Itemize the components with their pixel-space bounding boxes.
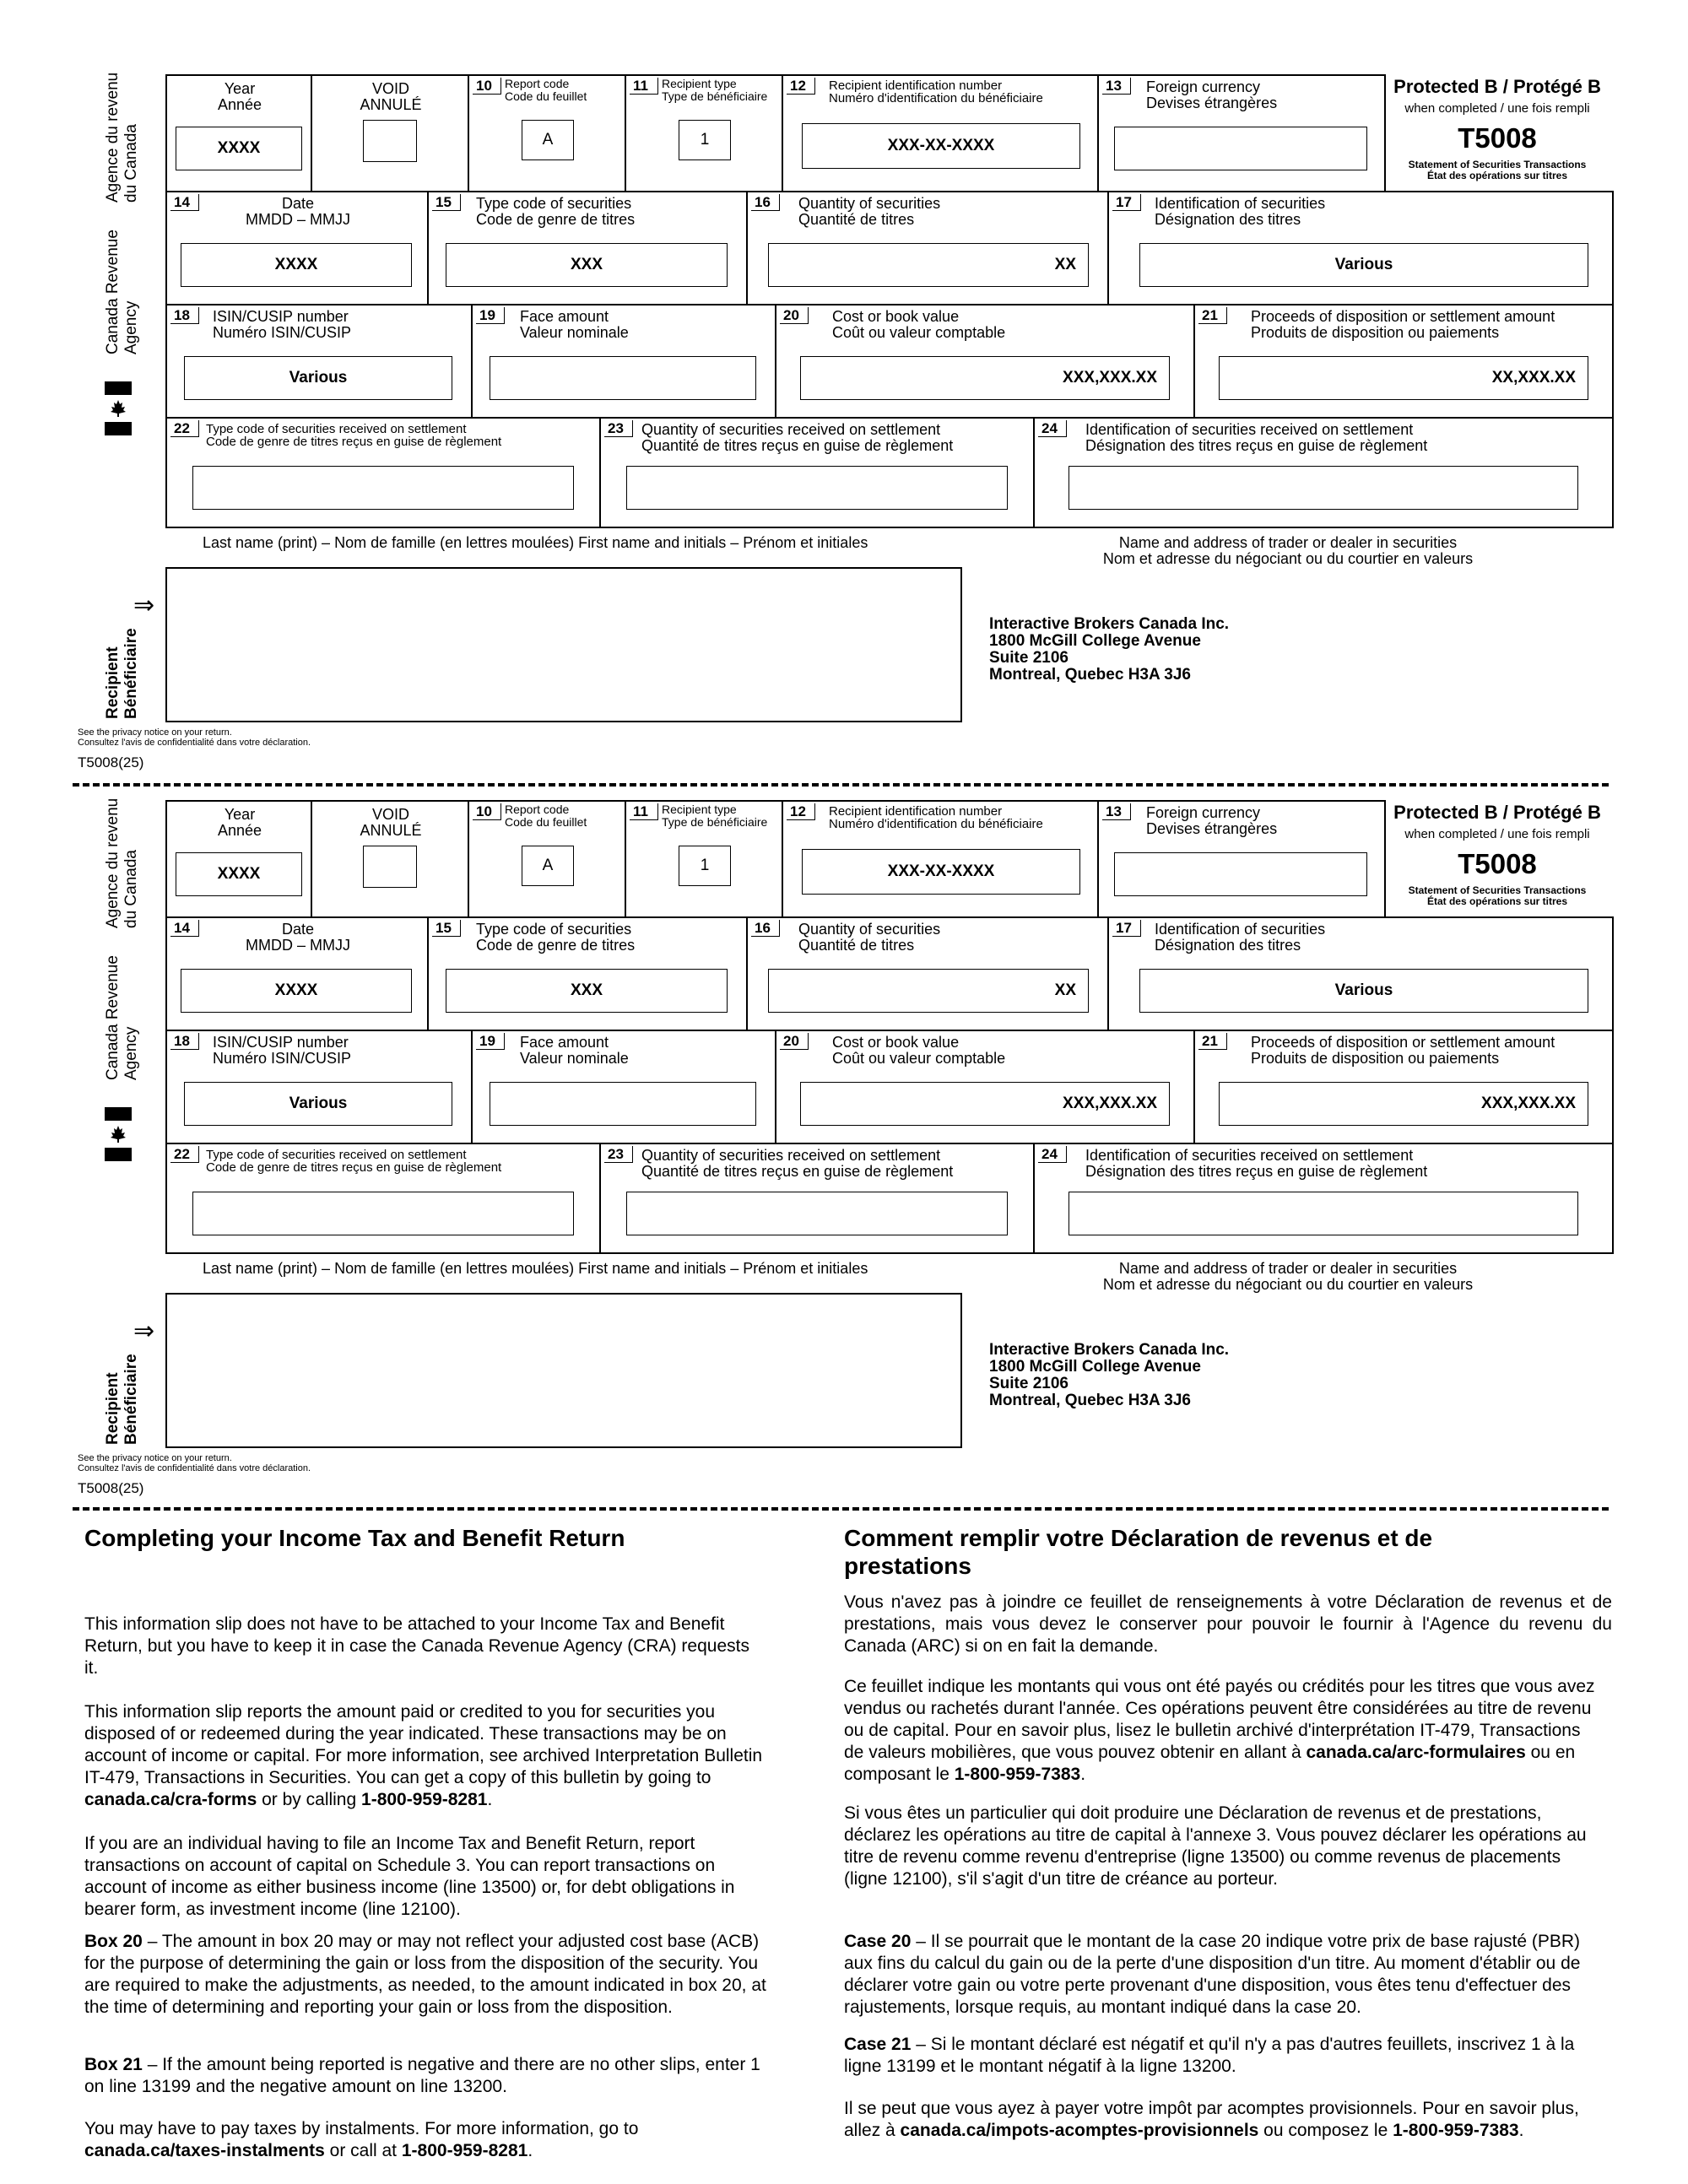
box-11-number: 11 <box>630 803 658 820</box>
recipient-name-address-field[interactable] <box>165 567 962 722</box>
row-3 <box>165 1030 1614 1144</box>
type-code-field[interactable]: XXX <box>446 969 728 1013</box>
box-22-number: 22 <box>170 420 199 437</box>
slip-header <box>1388 76 1607 181</box>
box-21-number: 21 <box>1198 1033 1227 1050</box>
box-17-cell <box>1109 918 1612 1030</box>
instructions-en-p2: This information slip reports the amount paid or credited to you for securities you disposed of or redeemed during the year indicated. These transactions may be on account of income or capital. For more information, see archived Interpretation Bulletin IT-479, Transactions in Securities. You can get a copy of this bulletin by going to canada.ca/cra-forms or by calling 1-800-959-8281. <box>84 1702 763 1809</box>
statement-title: Statement of Securities Transactions État des opérations sur titres <box>1408 159 1587 181</box>
trader-address: Interactive Brokers Canada Inc. 1800 McGill College Avenue Suite 2106 Montreal, Quebec H3A 3J6 <box>989 615 1230 684</box>
when-completed-label: when completed / une fois rempli <box>1404 827 1590 841</box>
box-18-cell <box>167 1031 473 1143</box>
row-2 <box>165 916 1614 1031</box>
box-13-label: Foreign currency Devises étrangères <box>1146 78 1278 111</box>
box-15-number: 15 <box>432 920 461 937</box>
box-24-label: Identification of securities received on settlement Désignation des titres reçus en guise de règlement <box>1085 421 1428 454</box>
recipient-type-field[interactable]: 1 <box>679 120 731 160</box>
row-1 <box>165 74 1386 192</box>
form-version: T5008(25) <box>78 754 144 770</box>
box-13-label: Foreign currency Devises étrangères <box>1146 804 1278 837</box>
box-21-cell <box>1195 1031 1612 1143</box>
void-label: VOID ANNULÉ <box>360 80 422 113</box>
report-code-field[interactable]: A <box>522 120 574 160</box>
protected-label: Protected B / Protégé B <box>1393 802 1601 823</box>
box-16-cell <box>748 918 1109 1030</box>
box-22-cell <box>167 1144 601 1252</box>
row-1 <box>165 800 1386 918</box>
box-20-cell <box>776 305 1195 417</box>
form-version: T5008(25) <box>78 1480 144 1496</box>
box-10-number: 10 <box>473 803 501 820</box>
box-17-number: 17 <box>1112 920 1141 937</box>
box-16-label: Quantity of securities Quantité de titres <box>798 195 941 228</box>
box-20-label: Cost or book value Coût ou valeur comptable <box>832 308 1006 341</box>
identification-field[interactable]: Various <box>1139 969 1588 1013</box>
box-12-cell <box>783 802 1099 916</box>
box-20-number: 20 <box>780 1033 809 1050</box>
box-12-cell <box>783 76 1099 191</box>
recipient-side-label-fr: Bénéficiaire <box>122 628 140 719</box>
box-10-label: Report code Code du feuillet <box>505 803 587 829</box>
box-16-cell <box>748 192 1109 304</box>
instructions-fr-p2: Ce feuillet indique les montants qui vous ont été payés ou crédités pour les titres que vous avez vendus ou rachetés durant l'année. Ces opérations peuvent être considérées au titre de revenu ou de capital. Pour en savoir plus, lisez le bulletin archivé d'interprétation IT-479, Transactions de valeurs mobilières, que vous pouvez obtenir en allant à canada.ca/arc-formulaires ou en composant le 1-800-959-7383. <box>844 1677 1595 1784</box>
cost-field[interactable]: XXX,XXX.XX <box>800 1082 1170 1126</box>
box-23-label: Quantity of securities received on settlement Quantité de titres reçus en guise de règlement <box>641 1147 954 1180</box>
box-13-number: 13 <box>1102 803 1131 820</box>
quantity-field[interactable]: XX <box>768 243 1089 287</box>
box-24-cell <box>1035 419 1612 527</box>
received-type-field[interactable] <box>192 1192 574 1235</box>
instructions-en-p6: You may have to pay taxes by instalments. For more information, go to canada.ca/taxes-instalments or call at 1-800-959-8281. <box>84 2119 639 2160</box>
recipient-id-field[interactable]: XXX-XX-XXXX <box>802 123 1080 169</box>
received-type-field[interactable] <box>192 466 574 510</box>
identification-field[interactable]: Various <box>1139 243 1588 287</box>
box-22-label: Type code of securities received on settlement Code de genre de titres reçus en guise de règlement <box>206 422 502 449</box>
box-14-cell <box>167 192 429 304</box>
recipient-side-label-en: Recipient <box>104 646 122 719</box>
box-23-cell <box>601 1144 1035 1252</box>
box-21-label: Proceeds of disposition or settlement amount Produits de disposition ou paiements <box>1251 308 1555 341</box>
box-11-number: 11 <box>630 78 658 95</box>
box-15-cell <box>429 192 748 304</box>
recipient-name-label: Last name (print) – Nom de famille (en lettres moulées) First name and initials – Prénom et initiales <box>203 1260 868 1277</box>
arrow-icon: ⇒ <box>133 1317 155 1345</box>
row-4 <box>165 1143 1614 1254</box>
void-cell <box>312 802 469 916</box>
t5008-slip-2 <box>0 726 1688 1496</box>
box-17-cell <box>1109 192 1612 304</box>
box-21-cell <box>1195 305 1612 417</box>
box-16-label: Quantity of securities Quantité de titres <box>798 921 941 954</box>
form-code: T5008 <box>1458 122 1537 154</box>
box-10-label: Report code Code du feuillet <box>505 77 587 103</box>
box-23-number: 23 <box>604 1146 633 1163</box>
box-15-number: 15 <box>432 194 461 211</box>
instructions-en-p1: This information slip does not have to be attached to your Income Tax and Benefit Return, but you have to keep it in case the Canada Revenue Agency (CRA) requests it. <box>84 1614 749 1678</box>
isin-field[interactable]: Various <box>184 1082 452 1126</box>
box-24-label: Identification of securities received on settlement Désignation des titres reçus en guise de règlement <box>1085 1147 1428 1180</box>
slip-header <box>1388 802 1607 907</box>
box-20-number: 20 <box>780 307 809 324</box>
instructions-fr-p3: Si vous êtes un particulier qui doit produire une Déclaration de revenus et de prestations, déclarez les opérations au titre de capital à l'annexe 3. Vous pouvez déclarer les opérations au titre de revenu comme revenu d'entreprise (ligne 13500) ou comme revenus de placements (ligne 12100), s'il s'agit d'un titre de créance au porteur. <box>844 1803 1587 1889</box>
isin-field[interactable]: Various <box>184 356 452 400</box>
box-24-number: 24 <box>1038 420 1067 437</box>
box-10-cell <box>469 76 626 191</box>
trader-address: Interactive Brokers Canada Inc. 1800 McGill College Avenue Suite 2106 Montreal, Quebec H3A 3J6 <box>989 1341 1230 1409</box>
void-label: VOID ANNULÉ <box>360 806 422 839</box>
box-14-number: 14 <box>170 920 199 937</box>
box-14-label: Date MMDD – MMJJ <box>246 195 350 228</box>
form-code: T5008 <box>1458 848 1537 879</box>
box-10-number: 10 <box>473 78 501 95</box>
t5008-slip-1 <box>0 0 1688 770</box>
trader-label: Name and address of trader or dealer in securities Nom et adresse du négociant ou du courtier en valeurs <box>1102 534 1474 567</box>
box-12-number: 12 <box>787 803 815 820</box>
recipient-type-field[interactable]: 1 <box>679 846 731 886</box>
agency-name-fr: Agence du revenu <box>104 797 122 928</box>
year-cell <box>167 802 312 916</box>
received-identification-field[interactable] <box>1069 466 1578 510</box>
box-14-label: Date MMDD – MMJJ <box>246 921 350 954</box>
box-18-number: 18 <box>170 1033 199 1050</box>
void-checkbox[interactable] <box>363 120 417 162</box>
box-22-cell <box>167 419 601 527</box>
box-15-cell <box>429 918 748 1030</box>
agency-name-en-2: Agency <box>122 300 140 354</box>
recipient-name-address-field[interactable] <box>165 1293 962 1448</box>
instructions-en-p5: Box 21 – If the amount being reported is negative and there are no other slips, enter 1 on line 13199 and the negative amount on line 13200. <box>84 2055 760 2096</box>
box-17-number: 17 <box>1112 194 1141 211</box>
foreign-currency-field[interactable] <box>1114 852 1367 896</box>
instructions-fr-p6: Il se peut que vous ayez à payer votre impôt par acomptes provisionnels. Pour en savoir plus, allez à canada.ca/impots-acomptes-provisionnels ou composez le 1-800-959-7383. <box>844 2099 1579 2140</box>
box-19-number: 19 <box>476 1033 505 1050</box>
box-18-cell <box>167 305 473 417</box>
face-amount-field[interactable] <box>490 1082 756 1126</box>
cut-line-1 <box>73 783 1609 787</box>
instructions-fr-p4: Case 20 – Il se pourrait que le montant de la case 20 indique votre prix de base rajusté (PBR) aux fins du calcul du gain ou de la perte d'une disposition d'un titre. Au moment d'établir ou de déclarer votre gain ou votre perte provenant d'une disposition, vous êtes tenu d'effectuer des rajustements, lorsque requis, au montant indiqué dans la case 20. <box>844 1932 1581 2017</box>
row-4 <box>165 417 1614 528</box>
box-17-label: Identification of securities Désignation des titres <box>1155 195 1326 228</box>
recipient-side-label-en: Recipient <box>104 1372 122 1445</box>
agency-name-en: Canada Revenue <box>104 230 122 354</box>
cut-line-2 <box>73 1507 1609 1511</box>
row-3 <box>165 304 1614 419</box>
box-12-number: 12 <box>787 78 815 95</box>
when-completed-label: when completed / une fois rempli <box>1404 101 1590 116</box>
year-label: Year Année <box>217 806 262 839</box>
box-20-cell <box>776 1031 1195 1143</box>
received-quantity-field[interactable] <box>626 466 1008 510</box>
type-code-field[interactable]: XXX <box>446 243 728 287</box>
year-field[interactable]: XXXX <box>176 852 302 896</box>
year-label: Year Année <box>217 80 262 113</box>
box-15-label: Type code of securities Code de genre de titres <box>476 195 636 228</box>
trader-label: Name and address of trader or dealer in securities Nom et adresse du négociant ou du courtier en valeurs <box>1102 1260 1474 1293</box>
box-18-label: ISIN/CUSIP number Numéro ISIN/CUSIP <box>213 308 352 341</box>
box-18-number: 18 <box>170 307 199 324</box>
box-19-label: Face amount Valeur nominale <box>520 1034 629 1067</box>
report-code-field[interactable]: A <box>522 846 574 886</box>
proceeds-field[interactable]: XXX,XXX.XX <box>1219 1082 1588 1126</box>
cost-field[interactable]: XXX,XXX.XX <box>800 356 1170 400</box>
canada-flag-icon <box>105 1107 132 1161</box>
agency-name-fr-2: du Canada <box>122 124 140 203</box>
box-13-number: 13 <box>1102 78 1131 95</box>
box-19-cell <box>473 1031 776 1143</box>
agency-name-fr: Agence du revenu <box>104 72 122 203</box>
box-12-label: Recipient identification number Numéro d'identification du bénéficiaire <box>829 804 1043 831</box>
box-11-cell <box>626 802 783 916</box>
row-2 <box>165 191 1614 305</box>
box-23-label: Quantity of securities received on settlement Quantité de titres reçus en guise de règlement <box>641 421 954 454</box>
statement-title: Statement of Securities Transactions État des opérations sur titres <box>1408 884 1587 907</box>
instructions-en-heading: Completing your Income Tax and Benefit Return <box>84 1525 625 1551</box>
date-field[interactable]: XXXX <box>181 243 412 287</box>
instructions-fr-heading: Comment remplir votre Déclaration de revenus et de prestations <box>844 1525 1433 1579</box>
box-19-number: 19 <box>476 307 505 324</box>
box-10-cell <box>469 802 626 916</box>
agency-name-en-2: Agency <box>122 1026 140 1080</box>
box-21-number: 21 <box>1198 307 1227 324</box>
box-12-label: Recipient identification number Numéro d'identification du bénéficiaire <box>829 78 1043 105</box>
agency-name-fr-2: du Canada <box>122 850 140 928</box>
box-15-label: Type code of securities Code de genre de titres <box>476 921 636 954</box>
agency-name-en: Canada Revenue <box>104 955 122 1080</box>
box-23-number: 23 <box>604 420 633 437</box>
box-16-number: 16 <box>751 920 780 937</box>
box-13-cell <box>1099 802 1386 916</box>
canada-flag-icon <box>105 381 132 435</box>
box-14-cell <box>167 918 429 1030</box>
quantity-field[interactable]: XX <box>768 969 1089 1013</box>
face-amount-field[interactable] <box>490 356 756 400</box>
box-23-cell <box>601 419 1035 527</box>
instructions-en-p3: If you are an individual having to file an Income Tax and Benefit Return, report transactions on account of capital on Schedule 3. You can report transactions on account of income as either business income (line 13500) or, for debt obligations in bearer form, as investment income (line 12100). <box>84 1834 735 1919</box>
protected-label: Protected B / Protégé B <box>1393 76 1601 97</box>
box-22-label: Type code of securities received on settlement Code de genre de titres reçus en guise de règlement <box>206 1148 502 1175</box>
year-cell <box>167 76 312 191</box>
box-21-label: Proceeds of disposition or settlement amount Produits de disposition ou paiements <box>1251 1034 1555 1067</box>
box-19-cell <box>473 305 776 417</box>
box-22-number: 22 <box>170 1146 199 1163</box>
box-11-label: Recipient type Type de bénéficiaire <box>662 803 768 829</box>
instructions-fr-p1: Vous n'avez pas à joindre ce feuillet de renseignements à votre Déclaration de revenus et de prestations, mais vous devez le conserver pour pouvoir le fournir à l'Agence du revenu du Canada (ARC) si on en fait la demande. <box>844 1592 1612 1656</box>
box-14-number: 14 <box>170 194 199 211</box>
received-quantity-field[interactable] <box>626 1192 1008 1235</box>
box-19-label: Face amount Valeur nominale <box>520 308 629 341</box>
recipient-side-label-fr: Bénéficiaire <box>122 1354 140 1445</box>
box-24-cell <box>1035 1144 1612 1252</box>
box-11-label: Recipient type Type de bénéficiaire <box>662 77 768 103</box>
box-16-number: 16 <box>751 194 780 211</box>
recipient-name-label: Last name (print) – Nom de famille (en lettres moulées) First name and initials – Prénom et initiales <box>203 534 868 551</box>
arrow-icon: ⇒ <box>133 592 155 619</box>
date-field[interactable]: XXXX <box>181 969 412 1013</box>
year-field[interactable]: XXXX <box>176 127 302 170</box>
recipient-id-field[interactable]: XXX-XX-XXXX <box>802 849 1080 895</box>
box-17-label: Identification of securities Désignation des titres <box>1155 921 1326 954</box>
box-24-number: 24 <box>1038 1146 1067 1163</box>
foreign-currency-field[interactable] <box>1114 127 1367 170</box>
void-cell <box>312 76 469 191</box>
privacy-notice: See the privacy notice on your return. Consultez l'avis de confidentialité dans votre déclaration. <box>78 1453 311 1473</box>
box-11-cell <box>626 76 783 191</box>
received-identification-field[interactable] <box>1069 1192 1578 1235</box>
box-13-cell <box>1099 76 1386 191</box>
proceeds-field[interactable]: XX,XXX.XX <box>1219 356 1588 400</box>
box-20-label: Cost or book value Coût ou valeur comptable <box>832 1034 1006 1067</box>
privacy-notice: See the privacy notice on your return. Consultez l'avis de confidentialité dans votre déclaration. <box>78 727 311 748</box>
instructions-fr-p5: Case 21 – Si le montant déclaré est négatif et qu'il n'y a pas d'autres feuillets, inscrivez 1 à la ligne 13199 et le montant négatif à la ligne 13200. <box>844 2035 1575 2076</box>
void-checkbox[interactable] <box>363 846 417 888</box>
box-18-label: ISIN/CUSIP number Numéro ISIN/CUSIP <box>213 1034 352 1067</box>
instructions-en-p4: Box 20 – The amount in box 20 may or may not reflect your adjusted cost base (ACB) for the purpose of determining the gain or loss from the disposition of the security. You are required to make the adjustments, as needed, to the amount indicated in box 20, at the time of determining and reporting your gain or loss from the disposition. <box>84 1932 766 2017</box>
